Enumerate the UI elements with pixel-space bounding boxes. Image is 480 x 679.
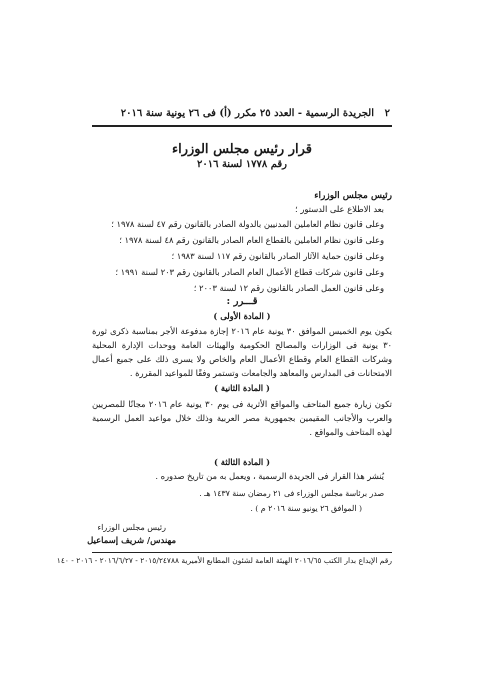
preamble-line: وعلى قانون شركات قطاع الأعمال العام الصادر بالقانون رقم ٢٠٣ لسنة ١٩٩١ ؛ xyxy=(115,267,384,277)
issued-place-date: صدر برئاسة مجلس الوزراء فى ٢١ رمضان سنة ١٤٣٧ هـ . xyxy=(199,489,384,498)
preamble-line: وعلى قانون نظام العاملين المدنيين بالدولة الصادر بالقانون رقم ٤٧ لسنة ١٩٧٨ ؛ xyxy=(111,219,384,229)
signature-role: رئيس مجلس الوزراء xyxy=(97,523,166,532)
article-text: يُنشر هذا القرار فى الجريدة الرسمية ، ويعمل به من تاريخ صدوره . xyxy=(155,471,384,481)
preamble-line: بعد الاطلاع على الدستور ؛ xyxy=(295,204,384,214)
issuer: رئيس مجلس الوزراء xyxy=(314,191,392,201)
article-heading: ( المادة الثانية ) xyxy=(214,383,270,393)
issued-gregorian-date: ( الموافق ٢٦ يونيو سنة ٢٠١٦ م ) . xyxy=(250,504,362,513)
decided-heading: قـــرر : xyxy=(226,296,258,307)
preamble-line: وعلى قانون العمل الصادر بالقانون رقم ١٢ لسنة ٢٠٠٣ ؛ xyxy=(193,283,384,293)
footer-rule xyxy=(92,552,392,553)
page-number: ٢ xyxy=(384,108,390,119)
article-text: يكون يوم الخميس الموافق ٣٠ يونية عام ٢٠١٦ إجازة مدفوعة الأجر بمناسبة ذكرى ثورة ٣٠ يونية فى الوزارات والمصالح الحكومية والهيئات العامة ووحدات الإدارة المحلية وشركات القطاع العام وقطاع الأعمال العام والخاص ولا يسرى ذلك على جميع أعمال الامتحانات فى المدارس والمعاهد والجامعات وتستمر وفقًا للمواعيد المقررة . xyxy=(92,326,392,378)
header-rule xyxy=(92,125,392,127)
decree-number: رقم ١٧٧٨ لسنة ٢٠١٦ xyxy=(196,159,288,170)
preamble-line: وعلى قانون نظام العاملين بالقطاع العام الصادر بالقانون رقم ٤٨ لسنة ١٩٧٨ ؛ xyxy=(119,235,384,245)
article-heading: ( المادة الأولى ) xyxy=(213,311,271,321)
page-header xyxy=(92,108,392,124)
deposit-footer: رقم الإيداع بدار الكتب ٢٠١٦/٦٥ الهيئة العامة لشئون المطابع الأميرية ٢٠١٥/٢٤٧٨٨ - ٢٠١٦/٦/٢٧ - ٢٠١٦ - ١٤٠ xyxy=(56,556,392,565)
article-text: تكون زيارة جميع المتاحف والمواقع الأثرية فى يوم ٣٠ يونية عام ٢٠١٦ مجانًا للمصريين والعرب والأجانب المقيمين بجمهورية مصر العربية وذلك خلال مواعيد العمل الرسمية لهذه المتاحف والمواقع . xyxy=(92,399,392,437)
article-heading: ( المادة الثالثة ) xyxy=(213,457,271,467)
signature-name: مهندس/ شريف إسماعيل xyxy=(87,536,176,546)
gazette-header-text: الجريدة الرسمية - العدد ٢٥ مكرر (أ) فى ٢٦ يونية سنة ٢٠١٦ xyxy=(120,108,374,119)
decree-title: قرار رئيس مجلس الوزراء xyxy=(171,142,313,157)
preamble-line: وعلى قانون حماية الآثار الصادر بالقانون رقم ١١٧ لسنة ١٩٨٣ ؛ xyxy=(171,251,384,261)
